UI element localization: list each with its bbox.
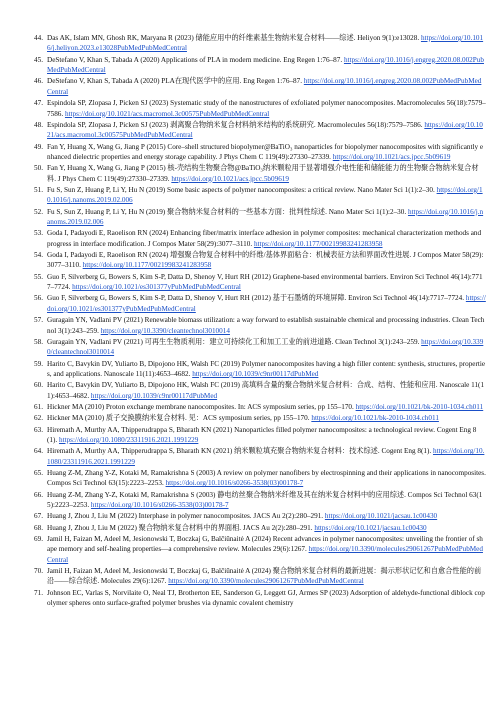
reference-item: [34, 413, 486, 423]
doi-link[interactable]: https://doi.org/10.1021/acs.macromol.3c00575PubMedPubMedCentral: [64, 109, 270, 118]
reference-citation: Fan Y, Huang X, Wang G, Jiang P (2015) 核-壳结构生物聚合物@BaTiO₃纳米颗粒用于显著增强介电性能和储能能力的生物聚合物纳米复合材料. J Phys Chem C 119(49):27330–27339.: [47, 164, 479, 183]
reference-citation: Huang J, Zhou J, Liu M (2022) Interphase in polymer nanocomposites. JACS Au 2(2):280–291.: [47, 512, 325, 521]
reference-body: [47, 185, 486, 206]
reference-page: [34, 33, 486, 609]
reference-number: 58.: [34, 337, 43, 346]
reference-body: [47, 380, 486, 401]
doi-link[interactable]: https://doi.org/10.3390/molecules29061267PubMedPubMedCentral: [47, 545, 483, 564]
reference-citation: DeStefano V, Khan S, Tabada A (2020) Applications of PLA in modern medicine. Eng Regen 1:76–87.: [47, 55, 344, 64]
reference-item: [34, 120, 486, 141]
reference-body: [47, 33, 486, 54]
reference-item: [34, 207, 486, 228]
doi-link[interactable]: https://doi.org/10.1016/j.engreg.2020.08.002PubMedPubMedCentral: [47, 55, 484, 75]
reference-body: [47, 359, 486, 380]
reference-number: 45.: [34, 55, 43, 64]
reference-number: 65.: [34, 468, 43, 477]
reference-number: 67.: [34, 512, 43, 521]
reference-item: [34, 425, 486, 446]
reference-number: 46.: [34, 77, 43, 86]
reference-number: 59.: [34, 359, 43, 368]
reference-citation: Hiremath A, Murthy AA, Thipperudrappa S, Bharath KN (2021) Nanoparticles filled polymer nanocomposites: a technological review. Cogent Eng 8(1).: [47, 425, 477, 444]
doi-link[interactable]: https://doi.org/10.1039/c9nr00117dPubMed: [192, 369, 319, 378]
reference-citation: Harito C, Bavykin DV, Yuliarto B, Dipojono HK, Walsh FC (2019) Polymer nanocomposites having a high filler content: synthesis, structures, properties, and applications. Nanoscale 11(11):4653–4682.: [47, 359, 486, 378]
reference-citation: Guragain YN, Vadlani PV (2021) Renewable biomass utilization: a way forward to establish sustainable chemical and processing industries. Clean Technol 3(1):243–259.: [47, 316, 485, 335]
reference-number: 63.: [34, 425, 43, 434]
reference-item: [34, 98, 486, 119]
reference-body: [47, 228, 486, 249]
reference-number: 61.: [34, 402, 43, 411]
reference-number: 70.: [34, 567, 43, 576]
doi-link[interactable]: https://doi.org/10.1080/23311916.2021.1991229: [47, 447, 485, 466]
doi-link[interactable]: https://doi.org/10.3390/cleantechnol3010014: [47, 337, 484, 357]
doi-link[interactable]: https://doi.org/10.1021/acs.macromol.3c00575PubMedPubMedCentral: [47, 120, 483, 140]
reference-number: 56.: [34, 294, 43, 303]
doi-link[interactable]: https://doi.org/10.3390/cleantechnol3010014: [100, 326, 230, 335]
reference-body: [47, 163, 486, 184]
reference-body: [47, 468, 486, 489]
doi-link[interactable]: https://doi.org/10.1016/s0266-3538(03)00178-7: [90, 501, 229, 510]
reference-body: [47, 76, 486, 97]
reference-number: 71.: [34, 588, 43, 597]
reference-citation: Fu S, Sun Z, Huang P, Li Y, Hu N (2019) 聚合物纳米复合材料的一些基本方面：批判性综述. Nano Mater Sci 1(1):2–30.: [47, 207, 408, 216]
reference-body: [47, 413, 486, 423]
reference-citation: Guo F, Silverberg G, Bowers S, Kim S-P, Datta D, Shenoy V, Hurt RH (2012) Graphene-based environmental barriers. Environ Sci Technol 46(14):7717–7724.: [47, 272, 483, 292]
reference-item: [34, 55, 486, 76]
reference-number: 54.: [34, 251, 43, 260]
reference-body: [47, 511, 486, 521]
reference-citation: Hickner MA (2010) 质子交换膜纳米复合材料. 见：ACS symposium series, pp 155–170.: [47, 414, 312, 423]
reference-citation: Huang Z-M, Zhang Y-Z, Kotaki M, Ramakrishna S (2003) A review on polymer nanofibers by electrospinning and their applications in nanocomposites. Compos Sci Technol 63(15):2223–2253.: [47, 468, 486, 488]
reference-body: [47, 425, 486, 446]
doi-link[interactable]: https://doi.org/10.1021/acs.jpcc.5b09619: [332, 152, 451, 161]
reference-number: 53.: [34, 229, 43, 238]
reference-citation: Fan Y, Huang X, Wang G, Jiang P (2015) Core–shell structured biopolymer@BaTiO₃ nanoparticles for biopolymer nanocomposites with significantly enhanced dielectric properties and energy storage capability. J Phys Chem C 119(49):27330–27339.: [47, 142, 484, 161]
reference-body: [47, 98, 486, 119]
reference-item: [34, 523, 486, 533]
reference-citation: Goda I, Padayodi E, Raoelison RN (2024) 增强聚合物复合材料中的纤维/基体界面粘合：机械表征方法和界面改性进展. J Compos Mater 58(29):3077–3110.: [47, 251, 484, 270]
reference-body: [47, 55, 486, 76]
reference-number: 51.: [34, 185, 43, 194]
reference-citation: Jamil H, Faizan M, Adeel M, Jesionowski T, Boczkaj G, Balčiūnaitė A (2024) 聚合物纳米复合材料的最新进展：揭示形状记忆和自愈合性能的前沿——综合综述. Molecules 29(6):1267.: [47, 567, 482, 586]
reference-number: 62.: [34, 414, 43, 423]
reference-item: [34, 76, 486, 97]
doi-link[interactable]: https://doi.org/10.1080/23311916.2021.1991229: [58, 435, 199, 444]
reference-citation: Fu S, Sun Z, Huang P, Li Y, Hu N (2019) Some basic aspects of polymer nanocomposites: a critical review. Nano Mater Sci 1(1):2–30.: [47, 185, 437, 194]
reference-item: [34, 566, 486, 587]
reference-number: 50.: [34, 164, 43, 173]
reference-item: [34, 250, 486, 271]
reference-number: 52.: [34, 207, 43, 216]
reference-body: [47, 490, 486, 511]
reference-item: [34, 380, 486, 401]
reference-body: [47, 272, 486, 293]
doi-link[interactable]: https://doi.org/10.1021/acs.jpcc.5b09619: [171, 174, 289, 183]
doi-link[interactable]: https://doi.org/10.1021/es301377yPubMedPubMedCentral: [47, 294, 486, 313]
reference-item: [34, 185, 486, 206]
reference-citation: Hiremath A, Murthy AA, Thipperudrappa S, Bharath KN (2021) 纳米颗粒填充聚合物纳米复合材料：技术综述. Cogent Eng 8(1).: [47, 447, 433, 456]
doi-link[interactable]: https://doi.org/10.1016/s0266-3538(03)00178-7: [165, 479, 304, 488]
reference-number: 55.: [34, 272, 43, 281]
reference-body: [47, 120, 486, 141]
reference-body: [47, 250, 486, 271]
reference-citation: Guo F, Silverberg G, Bowers S, Kim S-P, Datta D, Shenoy V, Hurt RH (2012) 基于石墨烯的环境屏障. Environ Sci Technol 46(14):7717–7724.: [47, 294, 466, 303]
reference-item: [34, 446, 486, 467]
doi-link[interactable]: https://doi.org/10.1177/00219983241283958: [253, 239, 383, 248]
doi-link[interactable]: https://doi.org/10.1177/00219983241283958: [82, 261, 212, 270]
reference-citation: Espindola SP, Zlopasa J, Picken SJ (2023) 剥离聚合物纳米复合材料纳米结构的系统研究. Macromolecules 56(18):7579–7586.: [47, 120, 425, 129]
reference-citation: Johnson EC, Varlas S, Norvilaite O, Neal TJ, Brotherton EE, Sanderson G, Leggett GJ, Armes SP (2023) Adsorption of aldehyde-functional diblock copolymer spheres onto surface-grafted polymer brushes via dynamic covalent chemistry: [47, 588, 485, 608]
reference-number: 44.: [34, 34, 43, 42]
reference-number: 69.: [34, 534, 43, 543]
reference-body: [47, 315, 486, 336]
reference-number: 66.: [34, 490, 43, 499]
reference-item: [34, 142, 486, 163]
doi-link[interactable]: https://doi.org/10.1016/j.nanoms.2019.02.006: [47, 207, 484, 227]
reference-item: [34, 511, 486, 521]
doi-link[interactable]: https://doi.org/10.3390/molecules29061267PubMedPubMedCentral: [168, 577, 364, 586]
reference-number: 68.: [34, 523, 43, 532]
doi-link[interactable]: https://doi.org/10.1016/j.engreg.2020.08.002PubMedPubMedCentral: [47, 77, 482, 96]
reference-number: 48.: [34, 120, 43, 129]
reference-number: 47.: [34, 99, 43, 108]
reference-citation: DeStefano V, Khan S, Tabada A (2020) PLA在现代医学中的应用. Eng Regen 1:76–87.: [47, 77, 304, 86]
reference-body: [47, 588, 486, 609]
doi-link[interactable]: https://doi.org/10.1021/bk-2010-1034.ch011: [311, 414, 439, 423]
reference-citation: Guragain YN, Vadlani PV (2021) 可再生生物质利用：建立可持续化工和加工工业的前进道路. Clean Technol 3(1):243–259.: [47, 337, 422, 346]
reference-citation: Espindola SP, Zlopasa J, Picken SJ (2023) Systematic study of the nanostructures of exfoliated polymer nanocomposites. Macromolecules 56(18):7579–7586.: [47, 99, 486, 118]
reference-citation: Harito C, Bavykin DV, Yuliarto B, Dipojono HK, Walsh FC (2019) 高填料含量的聚合物纳米复合材料：合成、结构、性能和应用. Nanoscale 11(11):4653–4682.: [47, 381, 485, 400]
doi-link[interactable]: https://doi.org/10.1039/c9nr00117dPubMed: [90, 391, 218, 400]
reference-citation: Huang J, Zhou J, Liu M (2022) 聚合物纳米复合材料中的界面相. JACS Au 2(2):280–291.: [47, 523, 315, 532]
reference-item: [34, 315, 486, 336]
doi-link[interactable]: https://doi.org/10.1016/j.heliyon.2023.e13028PubMedPubMedCentral: [47, 34, 484, 53]
reference-body: [47, 337, 486, 358]
doi-link[interactable]: https://doi.org/10.1021/es301377yPubMedPubMedCentral: [72, 283, 241, 292]
reference-item: [34, 468, 486, 489]
reference-item: [34, 272, 486, 293]
reference-body: [47, 402, 486, 412]
reference-body: [47, 446, 486, 467]
reference-body: [47, 566, 486, 587]
reference-body: [47, 523, 486, 533]
reference-item: [34, 163, 486, 184]
reference-citation: Huang Z-M, Zhang Y-Z, Kotaki M, Ramakrishna S (2003) 静电纺丝聚合物纳米纤维及其在纳米复合材料中的应用综述. Compos Sci Technol 63(15):2223–2253.: [47, 490, 483, 510]
reference-item: [34, 490, 486, 511]
reference-citation: Goda I, Padayodi E, Raoelison RN (2024) Enhancing fiber/matrix interface adhesion in polymer composites: mechanical characterization methods and progress in interface modification. J Compos Mater 58(29):3077–3110.: [47, 229, 482, 248]
reference-item: [34, 588, 486, 609]
reference-citation: Das AK, Islam MN, Ghosh RK, Maryana R (2023) 储能应用中的纤维素基生物纳米复合材料——综述. Heliyon 9(1):e13028.: [47, 34, 421, 42]
reference-body: [47, 293, 486, 314]
reference-number: 64.: [34, 447, 43, 456]
reference-citation: Jamil H, Faizan M, Adeel M, Jesionowski T, Boczkaj G, Balčiūnaitė A (2024) Recent advances in polymer nanocomposites: unveiling the frontier of shape memory and self-healing properties—a comprehensive review. Molecules 29(6):1267.: [47, 534, 483, 554]
reference-number: 57.: [34, 316, 43, 325]
reference-list: [34, 33, 486, 609]
reference-item: [34, 228, 486, 249]
doi-link[interactable]: https://doi.org/10.1021/jacsau.1c00430: [324, 512, 438, 521]
reference-number: 49.: [34, 142, 43, 151]
reference-item: [34, 402, 486, 412]
doi-link[interactable]: https://doi.org/10.1016/j.nanoms.2019.02.006: [47, 185, 483, 205]
reference-body: [47, 207, 486, 228]
reference-item: [34, 337, 486, 358]
doi-link[interactable]: https://doi.org/10.1021/bk-2010-1034.ch011: [355, 402, 484, 411]
doi-link[interactable]: https://doi.org/10.1021/jacsau.1c00430: [314, 523, 427, 532]
reference-item: [34, 534, 486, 565]
reference-item: [34, 293, 486, 314]
reference-item: [34, 33, 486, 54]
reference-number: 60.: [34, 381, 43, 390]
reference-body: [47, 534, 486, 565]
reference-body: [47, 142, 486, 163]
reference-citation: Hickner MA (2010) Proton exchange membrane nanocomposites. In: ACS symposium series, pp 155–170.: [47, 402, 356, 411]
reference-item: [34, 359, 486, 380]
